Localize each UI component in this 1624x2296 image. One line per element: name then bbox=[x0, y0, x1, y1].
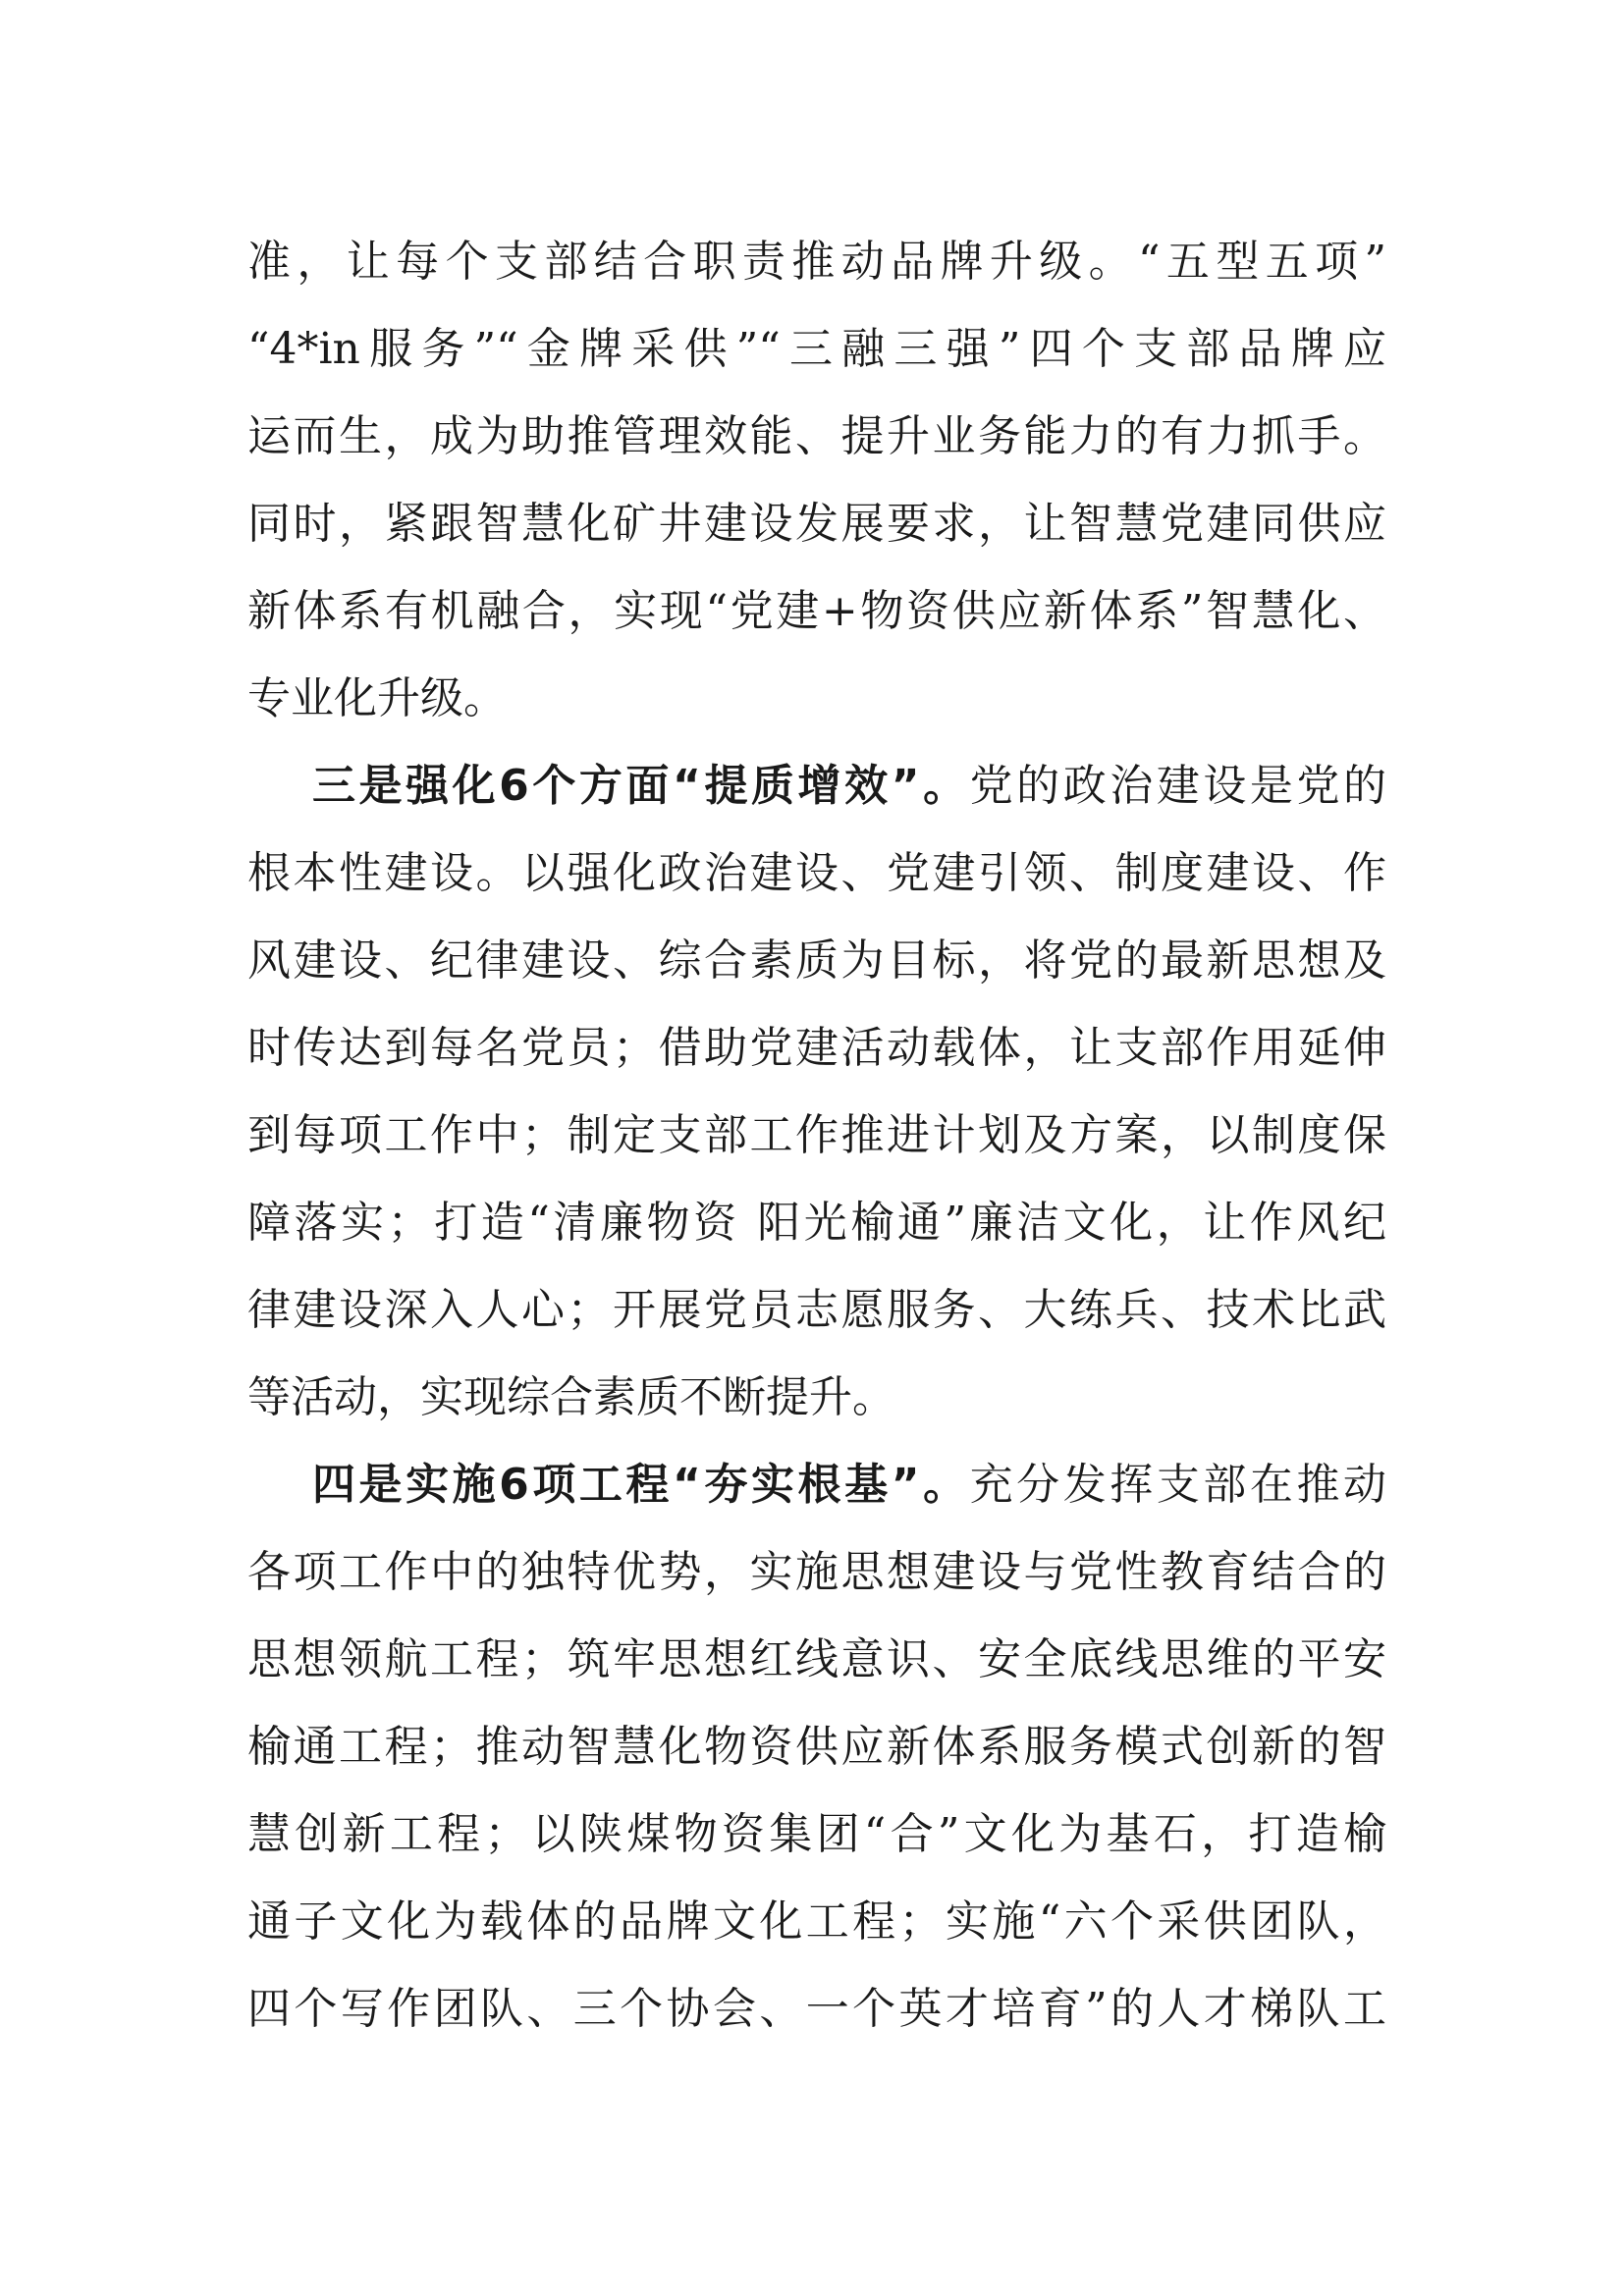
paragraph-3-heading: 四是实施6项工程“夯实根基”。 bbox=[312, 1460, 970, 1510]
paragraph-1-line-5: 新体系有机融合，实现“党建+物资供应新体系”智慧化、 bbox=[247, 586, 1386, 636]
paragraph-2-line-2: 根本性建设。以强化政治建设、党建引领、制度建设、作 bbox=[247, 848, 1386, 898]
paragraph-2-line-5: 到每项工作中；制定支部工作推进计划及方案，以制度保 bbox=[247, 1110, 1386, 1160]
paragraph-2-line-6: 障落实；打造“清廉物资 阳光榆通”廉洁文化，让作风纪 bbox=[247, 1198, 1386, 1248]
paragraph-3-line-6: 通子文化为载体的品牌文化工程；实施“六个采供团队， bbox=[247, 1896, 1386, 1947]
paragraph-3-line-1-rest: 充分发挥支部在推动 bbox=[969, 1460, 1387, 1510]
paragraph-3-line-3: 思想领航工程；筑牢思想红线意识、安全底线思维的平安 bbox=[247, 1634, 1386, 1684]
paragraph-3-line-5: 慧创新工程；以陕煤物资集团“合”文化为基石，打造榆 bbox=[247, 1809, 1386, 1859]
paragraph-2-line-1-rest: 党的政治建设是党的 bbox=[969, 761, 1387, 811]
paragraph-1-line-1: 准，让每个支部结合职责推动品牌升级。“五型五项” bbox=[247, 237, 1386, 287]
paragraph-1-line-2: “4*in服务”“金牌采供”“三融三强”四个支部品牌应 bbox=[247, 324, 1386, 374]
paragraph-2-line-8: 等活动，实现综合素质不断提升。 bbox=[247, 1372, 895, 1422]
paragraph-3-line-2: 各项工作中的独特优势，实施思想建设与党性教育结合的 bbox=[247, 1547, 1386, 1597]
paragraph-1-line-4: 同时，紧跟智慧化矿井建设发展要求，让智慧党建同供应 bbox=[247, 499, 1386, 549]
paragraph-2-line-7: 律建设深入人心；开展党员志愿服务、大练兵、技术比武 bbox=[247, 1285, 1386, 1335]
paragraph-1-line-6: 专业化升级。 bbox=[247, 673, 507, 723]
body-text bbox=[247, 218, 1386, 2053]
paragraph-2-line-3: 风建设、纪律建设、综合素质为目标，将党的最新思想及 bbox=[247, 935, 1386, 986]
paragraph-2-line-4: 时传达到每名党员；借助党建活动载体，让支部作用延伸 bbox=[247, 1023, 1386, 1073]
paragraph-1-line-3: 运而生，成为助推管理效能、提升业务能力的有力抓手。 bbox=[247, 411, 1386, 461]
paragraph-3-line-1 bbox=[247, 1441, 1386, 1528]
paragraph-2-heading: 三是强化6个方面“提质增效”。 bbox=[312, 761, 970, 811]
paragraph-2-line-1 bbox=[247, 742, 1386, 829]
paragraph-3-line-4: 榆通工程；推动智慧化物资供应新体系服务模式创新的智 bbox=[247, 1722, 1386, 1772]
paragraph-3-line-7: 四个写作团队、三个协会、一个英才培育”的人才梯队工 bbox=[247, 1984, 1386, 2034]
